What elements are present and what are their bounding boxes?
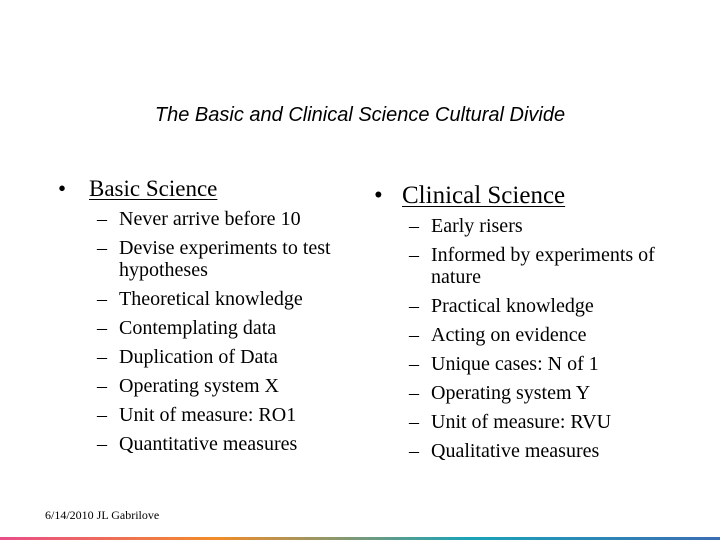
list-item xyxy=(409,440,674,462)
bullet-icon: • xyxy=(374,182,383,209)
dash-icon: – xyxy=(409,353,419,375)
basic-science-column xyxy=(58,176,358,462)
dash-icon: – xyxy=(97,346,107,368)
dash-icon: – xyxy=(97,404,107,426)
dash-icon: – xyxy=(409,244,419,266)
dash-icon: – xyxy=(97,375,107,397)
list-item-text: Qualitative measures xyxy=(431,440,600,462)
list-item xyxy=(409,382,674,404)
dash-icon: – xyxy=(409,295,419,317)
list-item xyxy=(97,208,358,230)
list-item-text: Unique cases: N of 1 xyxy=(431,353,599,375)
clinical-science-heading-text: Clinical Science xyxy=(402,182,566,209)
list-item xyxy=(97,375,358,397)
dash-icon: – xyxy=(409,382,419,404)
dash-icon: – xyxy=(409,411,419,433)
list-item-text: Unit of measure: RO1 xyxy=(119,404,297,426)
list-item xyxy=(409,411,674,433)
dash-icon: – xyxy=(97,288,107,310)
list-item-text: Early risers xyxy=(431,215,523,237)
dash-icon: – xyxy=(97,208,107,230)
list-item-text: Acting on evidence xyxy=(431,324,587,346)
list-item xyxy=(409,353,674,375)
dash-icon: – xyxy=(97,317,107,339)
list-item xyxy=(97,317,358,339)
list-item xyxy=(97,288,358,310)
dash-icon: – xyxy=(97,433,107,455)
list-item xyxy=(97,346,358,368)
dash-icon: – xyxy=(409,215,419,237)
slide-footer: 6/14/2010 JL Gabrilove xyxy=(45,508,160,522)
clinical-science-heading xyxy=(374,182,674,210)
bullet-icon: • xyxy=(58,176,67,201)
clinical-science-list xyxy=(409,215,674,462)
list-item xyxy=(409,324,674,346)
dash-icon: – xyxy=(409,440,419,462)
list-item-text: Devise experiments to test hypotheses xyxy=(119,237,331,281)
list-item-text: Practical knowledge xyxy=(431,295,594,317)
list-item-text: Never arrive before 10 xyxy=(119,208,301,230)
list-item-text: Operating system Y xyxy=(431,382,591,404)
list-item xyxy=(409,295,674,317)
list-item xyxy=(409,244,674,288)
list-item-text: Contemplating data xyxy=(119,317,277,339)
list-item xyxy=(97,433,358,455)
basic-science-heading xyxy=(58,176,358,202)
basic-science-heading-text: Basic Science xyxy=(89,176,218,201)
basic-science-list xyxy=(97,208,358,455)
list-item-text: Theoretical knowledge xyxy=(119,288,303,310)
clinical-science-column xyxy=(374,182,674,469)
list-item-text: Operating system X xyxy=(119,375,279,397)
dash-icon: – xyxy=(409,324,419,346)
list-item-text: Unit of measure: RVU xyxy=(431,411,612,433)
list-item xyxy=(409,215,674,237)
list-item xyxy=(97,404,358,426)
dash-icon: – xyxy=(97,237,107,259)
list-item-text: Quantitative measures xyxy=(119,433,298,455)
list-item-text: Duplication of Data xyxy=(119,346,278,368)
slide-title: The Basic and Clinical Science Cultural Divide xyxy=(154,104,566,126)
list-item-text: Informed by experiments of nature xyxy=(431,244,655,288)
list-item xyxy=(97,237,358,281)
